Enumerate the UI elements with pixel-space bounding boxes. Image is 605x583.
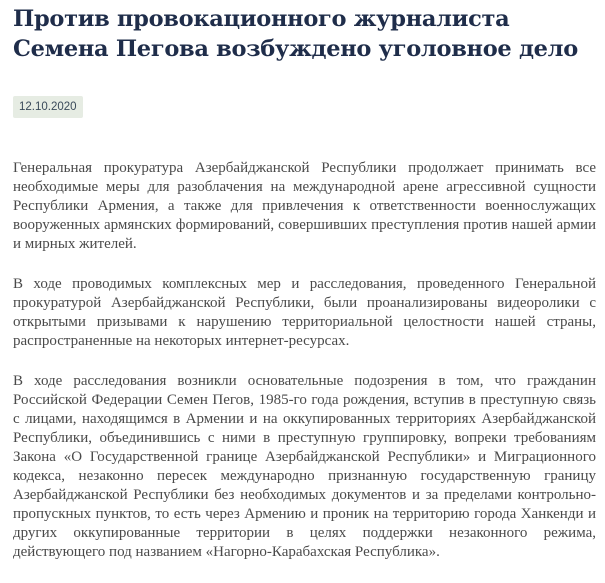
paragraph-1: Генеральная прокуратура Азербайджанской Республики продолжает принимать все необходимые меры для разоблачения на международной арене агрессивной сущности Республики Армения, а также для привлечения к ответственности военнослужащих вооруженных армянских формирований, совершивших преступления против нашей армии и мирных жителей. (13, 160, 596, 252)
paragraph-3: В ходе расследования возникли основательные подозрения в том, что гражданин Российской Федерации Семен Пегов, 1985-го года рождения, вступив в преступную связь с лицами, находящимся в Армении и на оккупированных территориях Азербайджанской Республики, объединившись с ними в преступную группировку, вопреки требованиям Закона «О Государственной границе Азербайджанской Республики» и Миграционного кодекса, незаконно пересек международно признанную государственную границу Азербайджанской Республики без необходимых документов и за пределами контрольно-пропускных пунктов, то есть через Армению и проник на территорию города Ханкенди и других оккупированные территории в целях поддержки незаконного режима, действующего под названием «Нагорно-Карабахская Республика». (13, 373, 596, 560)
article-title: Против провокационного журналиста Семена Пегова возбуждено уголовное дело (13, 6, 578, 62)
article-body (13, 159, 596, 583)
paragraph-2: В ходе проводимых комплексных мер и расследования, проведенного Генеральной прокуратурой Азербайджанской Республики, были проанализированы видеоролики с открытыми призывами к нарушению территориальной целостности нашей страны, распространенные на некоторых интернет-ресурсах. (13, 276, 596, 349)
date-badge: 12.10.2020 (13, 96, 83, 118)
